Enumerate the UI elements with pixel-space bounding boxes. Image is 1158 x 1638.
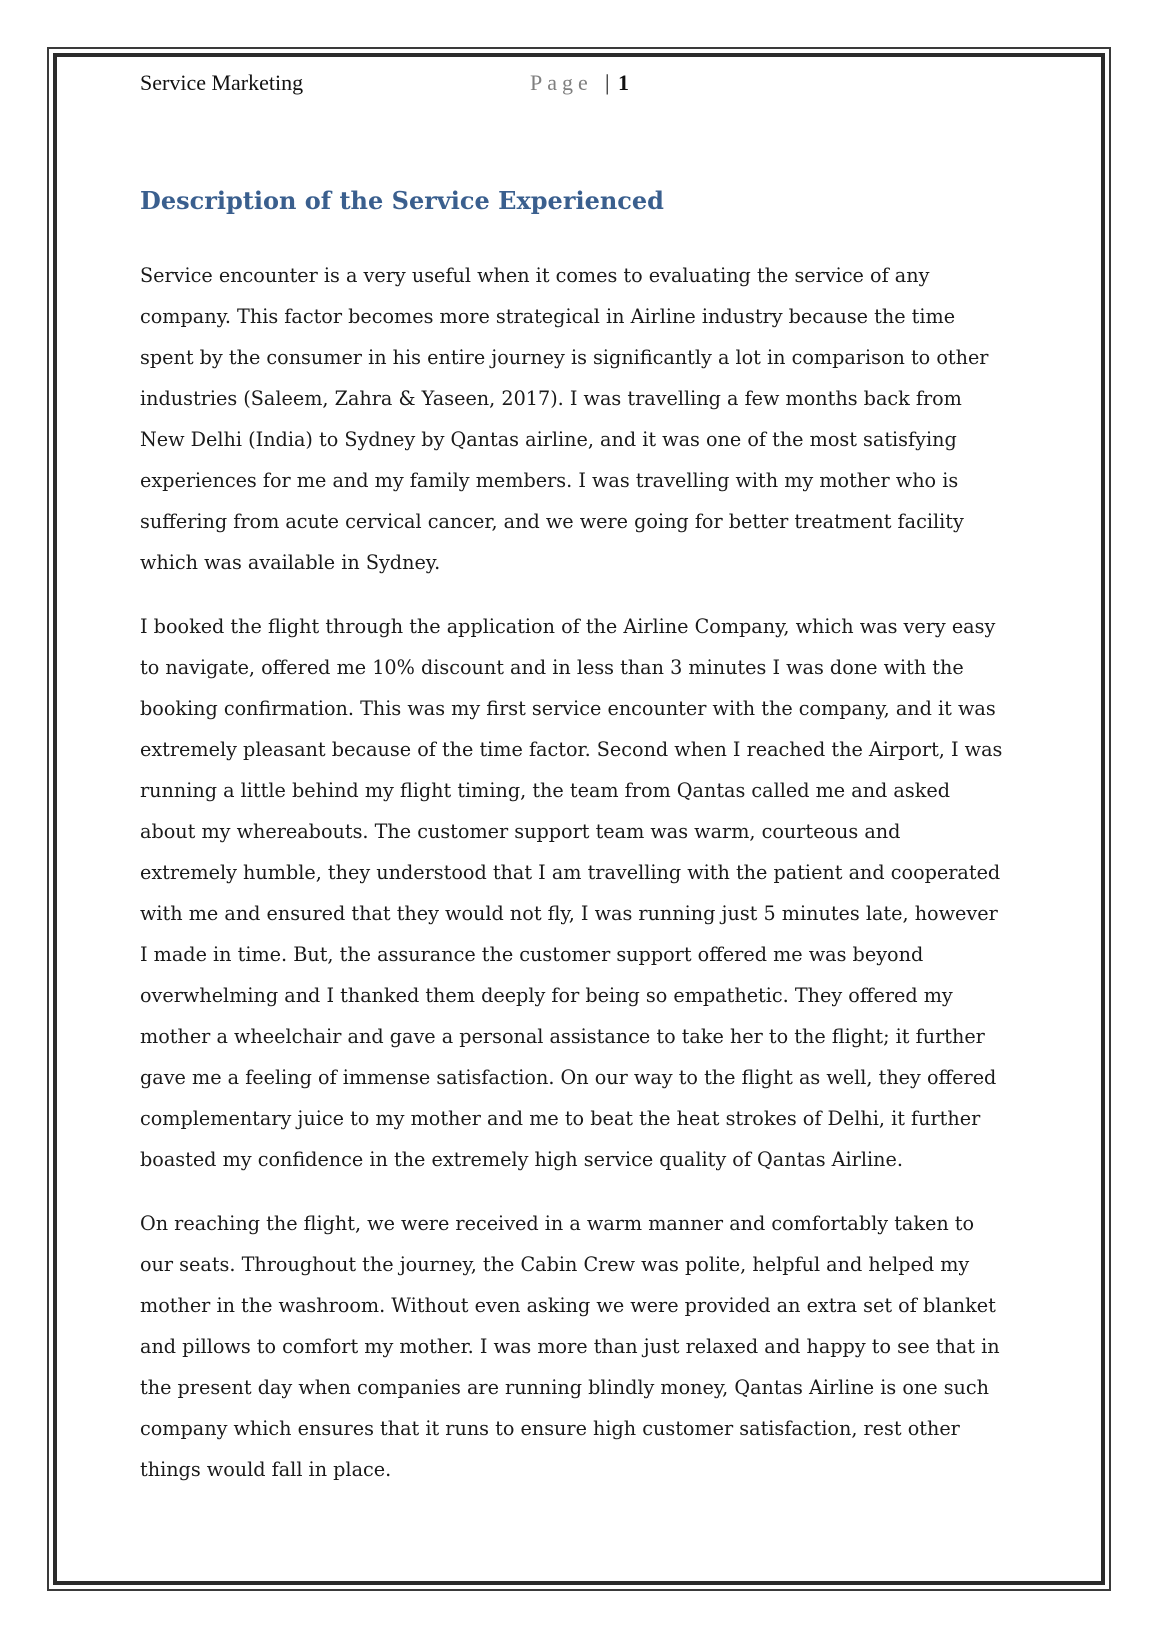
paragraph-line: industries (Saleem, Zahra & Yaseen, 2017). I was travelling a few months back from [140, 387, 962, 410]
paragraph-3 [140, 1203, 1030, 1490]
section-heading: Description of the Service Experienced [140, 186, 664, 215]
body-content [140, 255, 1030, 1513]
paragraph-line: things would fall in place. [140, 1458, 392, 1481]
paragraph-line: gave me a feeling of immense satisfaction. On our way to the flight as well, they offered [140, 1066, 997, 1089]
paragraph-line: with me and ensured that they would not fly, I was running just 5 minutes late, however [140, 902, 998, 925]
paragraph-line: I made in time. But, the assurance the customer support offered me was beyond [140, 943, 924, 966]
paragraph-line: overwhelming and I thanked them deeply for being so empathetic. They offered my [140, 984, 953, 1007]
paragraph-line: experiences for me and my family members. I was travelling with my mother who is [140, 469, 959, 492]
paragraph-line: suffering from acute cervical cancer, and we were going for better treatment facility [140, 510, 964, 533]
header-document-title: Service Marketing [140, 70, 304, 95]
paragraph-line: about my whereabouts. The customer support team was warm, courteous and [140, 820, 901, 843]
paragraph-line: On reaching the flight, we were received in a warm manner and comfortably taken to [140, 1212, 975, 1235]
paragraph-line: and pillows to comfort my mother. I was more than just relaxed and happy to see that in [140, 1335, 1000, 1358]
paragraph-line: to navigate, offered me 10% discount and in less than 3 minutes I was done with the [140, 656, 964, 679]
paragraph-line: company. This factor becomes more strategical in Airline industry because the time [140, 305, 956, 328]
paragraph-line: I booked the flight through the application of the Airline Company, which was very easy [140, 615, 996, 638]
paragraph-line: New Delhi (India) to Sydney by Qantas airline, and it was one of the most satisfying [140, 428, 957, 451]
paragraph-line: boasted my confidence in the extremely high service quality of Qantas Airline. [140, 1148, 903, 1171]
paragraph-line: spent by the consumer in his entire journey is significantly a lot in comparison to other [140, 346, 989, 369]
header-separator: | [605, 70, 610, 95]
header-page-label: Page [530, 70, 593, 95]
paragraph-line: running a little behind my flight timing, the team from Qantas called me and asked [140, 779, 950, 802]
paragraph-line: mother in the washroom. Without even asking we were provided an extra set of blanket [140, 1294, 996, 1317]
paragraph-2 [140, 606, 1030, 1180]
paragraph-1 [140, 255, 1030, 583]
paragraph-line: the present day when companies are running blindly money, Qantas Airline is one such [140, 1376, 989, 1399]
paragraph-line: our seats. Throughout the journey, the Cabin Crew was polite, helpful and helped my [140, 1253, 970, 1276]
paragraph-line: complementary juice to my mother and me to beat the heat strokes of Delhi, it further [140, 1107, 981, 1130]
paragraph-line: extremely pleasant because of the time factor. Second when I reached the Airport, I was [140, 738, 1003, 761]
paragraph-line: Service encounter is a very useful when it comes to evaluating the service of any [140, 264, 930, 287]
paragraph-line: booking confirmation. This was my first service encounter with the company, and it was [140, 697, 996, 720]
paragraph-line: which was available in Sydney. [140, 551, 441, 574]
paragraph-line: mother a wheelchair and gave a personal assistance to take her to the flight; it further [140, 1025, 985, 1048]
paragraph-line: extremely humble, they understood that I am travelling with the patient and cooperated [140, 861, 1001, 884]
header-page-number: 1 [618, 70, 629, 95]
paragraph-line: company which ensures that it runs to ensure high customer satisfaction, rest other [140, 1417, 960, 1440]
